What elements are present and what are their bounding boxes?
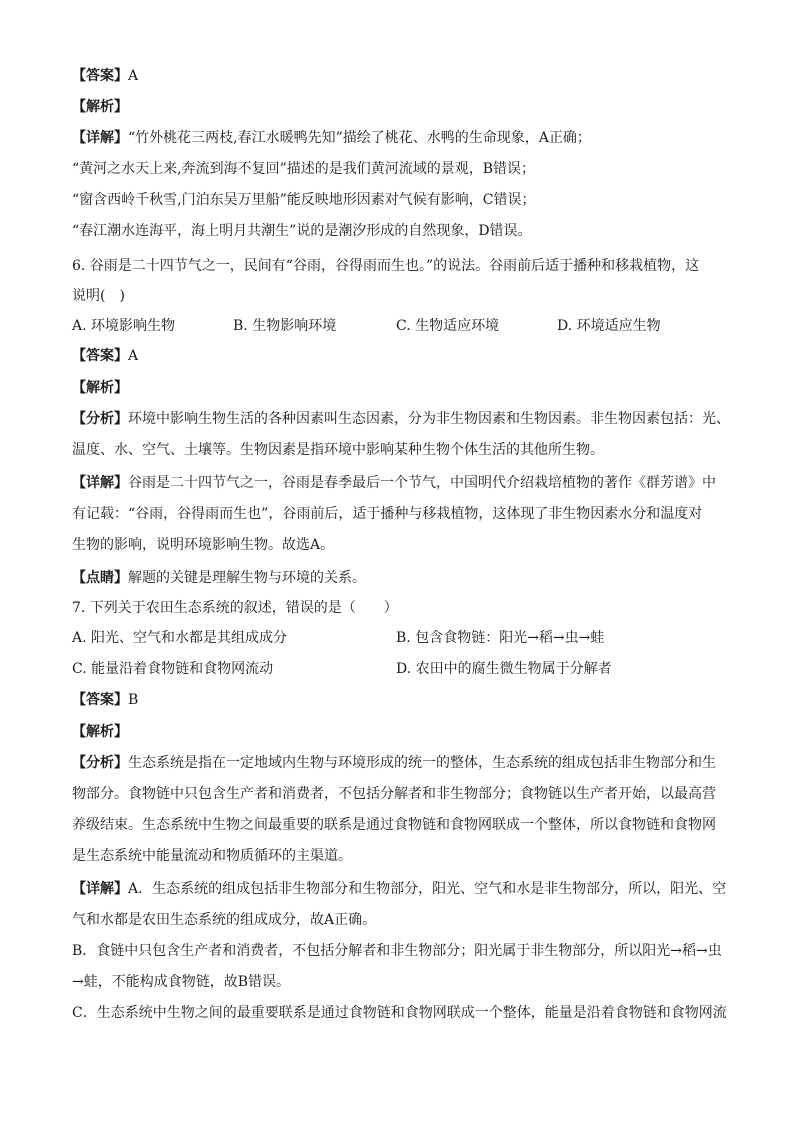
fenxi-line: 物部分。食物链中只包含生产者和消费者，不包括分解者和非生物部分；食物链以生产者开始，以最高营 <box>72 786 716 802</box>
option-b: B. 生物影响环境 <box>233 318 337 334</box>
answer-line <box>72 346 138 366</box>
detail-line: “春江潮水连海平，海上明月共潮生”说的是潮汐形成的自然现象，D错误。 <box>72 223 532 239</box>
detail-line: 生物的影响，说明环境影响生物。故选A。 <box>72 537 335 553</box>
fenxi-line: 【分析】环境中影响生物生活的各种因素叫生态因素，分为非生物因素和生物因素。非生物因素包括：光、 <box>72 411 730 427</box>
detail-line: 【详解】谷雨是二十四节气之一，谷雨是春季最后一个节气，中国明代介绍栽培植物的著作《群芳谱》中 <box>72 475 716 491</box>
answer-tag: 【答案】 <box>72 68 128 84</box>
detail-line: 【详解】A．生态系统的组成包括非生物部分和生物部分，阳光、空气和水是非生物部分，所以，阳光、空 <box>72 881 727 897</box>
detail-line: →蛙，不能构成食物链，故B错误。 <box>72 974 291 990</box>
fenxi-line: 是生态系统中能量流动和物质循环的主渠道。 <box>72 848 352 864</box>
option-d: D. 环境适应生物 <box>557 318 661 334</box>
option-a: A. 阳光、空气和水都是其组成成分 <box>72 630 288 646</box>
fenxi-tag: 【分析】 <box>72 755 128 771</box>
fenxi-line: 【分析】生态系统是指在一定地域内生物与环境形成的统一的整体，生态系统的组成包括非生物部分和生 <box>72 755 716 771</box>
question-7-stem: 7. 下列关于农田生态系统的叙述，错误的是（ ） <box>72 600 398 616</box>
detail-line: “窗含西岭千秋雪,门泊东吴万里船”能反映地形因素对气候有影响，C错误； <box>72 192 536 208</box>
answer-tag: 【答案】 <box>72 348 128 364</box>
analysis-heading: 【解析】 <box>72 724 128 740</box>
option-b: B. 包含食物链：阳光→稻→虫→蛙 <box>396 630 605 646</box>
fenxi-line: 温度、水、空气、土壤等。生物因素是指环境中影响某种生物个体生活的其他所生物。 <box>72 442 604 458</box>
option-a: A. 环境影响生物 <box>72 318 176 334</box>
option-c: C. 生物适应环境 <box>396 318 500 334</box>
option-c: C. 能量沿着食物链和食物网流动 <box>72 661 274 677</box>
answer-line <box>72 690 138 710</box>
dianjing-tag: 【点睛】 <box>72 570 128 586</box>
detail-line: C．生态系统中生物之间的最重要联系是通过食物链和食物网联成一个整体，能量是沿着食物链和食物网流 <box>72 1005 727 1021</box>
detail-line: 【详解】“竹外桃花三两枝,春江水暖鸭先知”描绘了桃花、水鸭的生命现象，A正确； <box>72 130 591 146</box>
answer-value: A <box>128 68 139 84</box>
detail-line: B．食链中只包含生产者和消费者，不包括分解者和非生物部分；阳光属于非生物部分，所以阳光→稻→虫 <box>72 943 722 959</box>
question-6-stem: 说明( ) <box>72 288 125 304</box>
answer-value: B <box>128 692 139 708</box>
detail-line: 气和水都是农田生态系统的组成成分，故A正确。 <box>72 912 377 928</box>
detail-line: 有记载：“谷雨，谷得雨而生也”，谷雨前后，适于播种与移栽植物，这体现了非生物因素水分和温度对 <box>72 506 703 522</box>
answer-value: A <box>128 348 139 364</box>
detail-tag: 【详解】 <box>72 130 128 146</box>
analysis-heading: 【解析】 <box>72 99 128 115</box>
option-d: D. 农田中的腐生微生物属于分解者 <box>396 661 612 677</box>
detail-tag: 【详解】 <box>72 881 128 897</box>
answer-tag: 【答案】 <box>72 692 128 708</box>
detail-tag: 【详解】 <box>72 475 128 491</box>
analysis-heading: 【解析】 <box>72 380 128 396</box>
detail-line: “黄河之水天上来,奔流到海不复回”描述的是我们黄河流域的景观，B错误； <box>72 161 536 177</box>
fenxi-tag: 【分析】 <box>72 411 128 427</box>
dianjing-line: 【点睛】解题的关键是理解生物与环境的关系。 <box>72 570 366 586</box>
question-6-stem: 6. 谷雨是二十四节气之一，民间有“谷雨，谷得雨而生也。”的说法。谷雨前后适于播种和移栽植物，这 <box>72 258 700 274</box>
fenxi-line: 养级结束。生态系统中生物之间最重要的联系是通过食物链和食物网联成一个整体，所以食物链和食物网 <box>72 817 716 833</box>
answer-line <box>72 66 138 86</box>
